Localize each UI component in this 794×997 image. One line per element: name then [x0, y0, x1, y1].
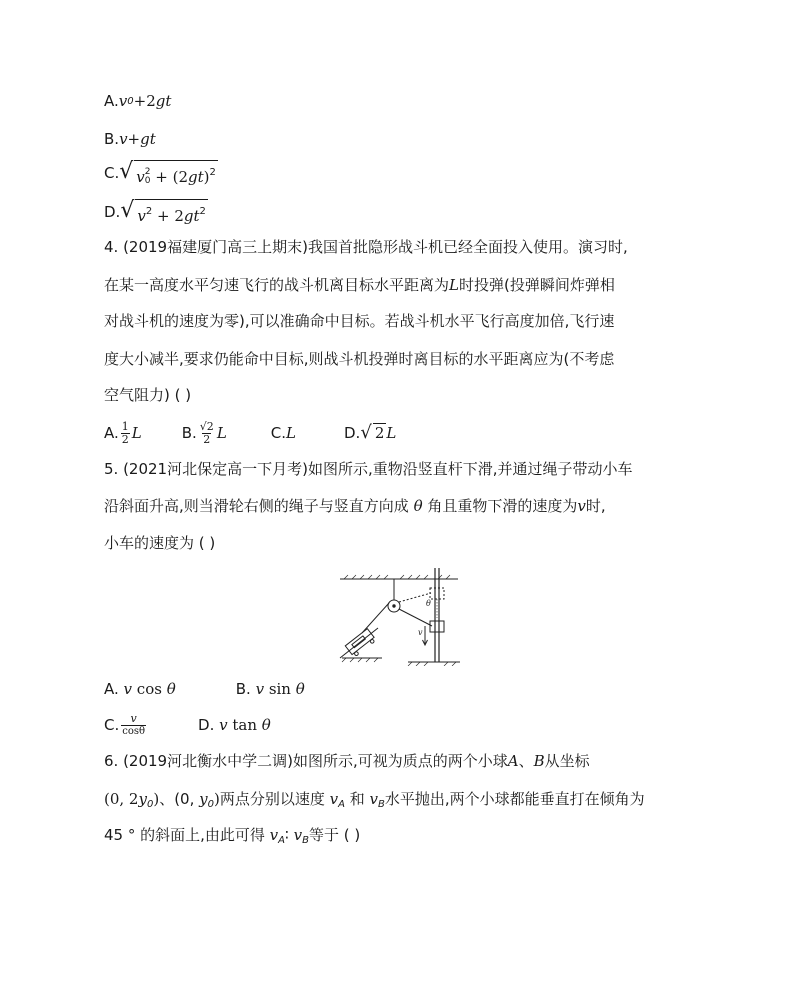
- numerator: √2: [199, 419, 214, 433]
- q3-option-a[interactable]: [104, 88, 171, 114]
- option-label: D.: [198, 716, 220, 734]
- var-v: v: [136, 167, 145, 186]
- var-L: L: [131, 424, 142, 442]
- option-label: B.: [181, 424, 197, 442]
- q4-option-b[interactable]: [182, 421, 227, 446]
- text: 时投弹(投弹瞬间炸弹相: [458, 276, 615, 294]
- q5-options-row-1: [104, 676, 305, 702]
- q5-option-d[interactable]: [198, 716, 271, 734]
- q3-option-d[interactable]: [104, 199, 208, 225]
- var-gt: gt: [188, 167, 204, 186]
- option-label: B.: [104, 130, 120, 148]
- subscript: 0: [146, 799, 154, 810]
- text: 等于 ( ): [309, 826, 361, 844]
- subscript: A: [338, 799, 345, 810]
- var-v: v: [329, 790, 339, 808]
- numerator: v: [130, 711, 137, 725]
- fraction: [199, 421, 215, 446]
- q4-line-2: [104, 274, 615, 296]
- q5-options-row-2: [104, 712, 271, 738]
- math-fn: cos: [132, 680, 167, 698]
- radicand: 2: [374, 424, 385, 442]
- var-theta: θ: [261, 716, 271, 734]
- pulley-axle: [393, 605, 395, 607]
- fig-v-label: v: [418, 628, 423, 637]
- q4-line-4: 度大小减半,要求仍能命中目标,则战斗机投弹时离目标的水平距离应为(不考虑: [104, 350, 615, 368]
- numerator: 1: [121, 419, 129, 433]
- q3-option-c[interactable]: [104, 160, 218, 186]
- subscript: A: [278, 835, 285, 846]
- math-text: + 2: [152, 206, 184, 225]
- math-text: + (2: [150, 167, 188, 186]
- var-L: L: [386, 424, 397, 442]
- sliding-block: [430, 621, 444, 632]
- dashed-block: [430, 588, 444, 599]
- q5-option-c[interactable]: [104, 713, 148, 738]
- pulley-figure: [338, 566, 460, 666]
- var-L: L: [286, 424, 296, 442]
- var-v: v: [255, 680, 265, 698]
- option-label: A.: [104, 424, 119, 442]
- subscript: 0: [144, 176, 151, 186]
- var-gt: gt: [183, 206, 200, 225]
- q5-option-a[interactable]: [104, 680, 176, 698]
- q3-option-b[interactable]: [104, 126, 156, 152]
- text: 从坐标: [544, 752, 590, 770]
- text: 在某一高度水平匀速飞行的战斗机离目标水平距离为: [104, 276, 450, 294]
- option-label: C.: [270, 424, 287, 442]
- rope-left: [362, 603, 389, 633]
- fig-theta-label: θ: [426, 599, 431, 608]
- text: 两点分别以速度: [219, 790, 325, 808]
- superscript: 2: [144, 167, 151, 177]
- q4-line-3: 对战斗机的速度为零),可以准确命中目标。若战斗机水平飞行高度加倍,飞行速: [104, 312, 615, 330]
- var-y: y: [138, 790, 147, 808]
- text: 6. (2019河北衡水中学二调)如图所示,可视为质点的两个小球: [104, 752, 508, 770]
- var-B: B: [533, 752, 545, 770]
- math-text: +2: [133, 92, 156, 110]
- option-label: C.: [104, 164, 120, 182]
- q4-option-c[interactable]: [271, 424, 296, 442]
- q6-line-3: [104, 824, 360, 852]
- q4-option-d[interactable]: [344, 423, 396, 443]
- q5-line-2: [104, 495, 606, 517]
- text: 、: [518, 752, 534, 770]
- option-label: A.: [104, 92, 119, 110]
- fraction: [121, 421, 130, 446]
- var-v: v: [137, 206, 146, 225]
- q5-line-1: 5. (2021河北保定高一下月考)如图所示,重物沿竖直杆下滑,并通过绳子带动小车: [104, 460, 633, 478]
- math-text: ): [203, 167, 210, 186]
- sqrt-expression: [360, 423, 386, 443]
- math-text: (0, 2: [104, 790, 139, 808]
- sqrt-expression: [119, 160, 218, 187]
- var-v: v: [369, 790, 379, 808]
- q4-line-1: 4. (2019福建厦门高三上期末)我国首批隐形战斗机已经全面投入使用。演习时,: [104, 238, 628, 256]
- denominator: 2: [121, 432, 129, 446]
- radicand: [135, 199, 208, 226]
- text: 水平抛出,两个小球都能垂直打在倾角为: [384, 790, 645, 808]
- var-A: A: [507, 752, 519, 770]
- superscript: 2: [199, 205, 206, 217]
- q4-option-a[interactable]: [104, 421, 142, 446]
- var-theta: θ: [413, 497, 423, 515]
- q4-line-5: 空气阻力) ( ): [104, 386, 192, 404]
- var-y: y: [199, 790, 208, 808]
- math-fn: sin: [264, 680, 296, 698]
- subscript: B: [302, 835, 310, 846]
- option-label: C.: [104, 716, 120, 734]
- text: 角且重物下滑的速度为: [427, 497, 578, 515]
- option-label: D.: [344, 424, 361, 442]
- math-text: ): [153, 790, 160, 808]
- var-v: v: [577, 497, 586, 515]
- q4-options: [104, 420, 396, 446]
- superscript: 2: [209, 166, 216, 178]
- var-gt: gt: [140, 130, 156, 148]
- radical-sign: √: [119, 158, 134, 184]
- var-v: v: [219, 716, 228, 734]
- var-L: L: [449, 276, 459, 294]
- text: 45 ° 的斜面上,由此可得: [104, 826, 270, 844]
- superscript: 2: [145, 205, 153, 217]
- subscript: 0: [207, 799, 214, 810]
- option-label: D.: [104, 203, 121, 221]
- var-theta: θ: [295, 680, 305, 698]
- text: 和: [349, 790, 370, 808]
- rope-right: [399, 609, 432, 626]
- fraction: [121, 713, 146, 738]
- radical-sign: √: [360, 422, 372, 443]
- text: 时,: [585, 497, 606, 515]
- math-text: ): [214, 790, 220, 808]
- q5-line-3: 小车的速度为 ( ): [104, 534, 216, 552]
- sqrt-expression: [120, 199, 208, 226]
- var-gt: gt: [155, 92, 172, 110]
- subscript: 0: [127, 95, 134, 107]
- math-fn: tan: [227, 716, 262, 734]
- radical-sign: √: [120, 197, 135, 223]
- subscript: B: [378, 799, 385, 810]
- text: 沿斜面升高,则当滑轮右侧的绳子与竖直方向成: [104, 497, 409, 515]
- var-v: v: [119, 130, 128, 148]
- var-v: v: [123, 680, 133, 698]
- var-L: L: [216, 424, 227, 442]
- ceiling-hatch: [344, 575, 450, 579]
- denominator: 2: [203, 432, 211, 446]
- math-text: +: [127, 130, 141, 148]
- option-label: B.: [235, 680, 256, 698]
- var-theta: θ: [166, 680, 176, 698]
- text: ∶: [285, 826, 294, 844]
- var-v: v: [293, 826, 303, 844]
- text: 、(0,: [159, 790, 200, 808]
- option-label: A.: [104, 680, 124, 698]
- var-v: v: [269, 826, 279, 844]
- q5-option-b[interactable]: [236, 680, 305, 698]
- var-v: v: [118, 92, 128, 110]
- q6-line-1: [104, 750, 590, 772]
- q6-line-2: [104, 788, 645, 816]
- denominator: cosθ: [122, 725, 146, 737]
- radicand: [134, 160, 218, 187]
